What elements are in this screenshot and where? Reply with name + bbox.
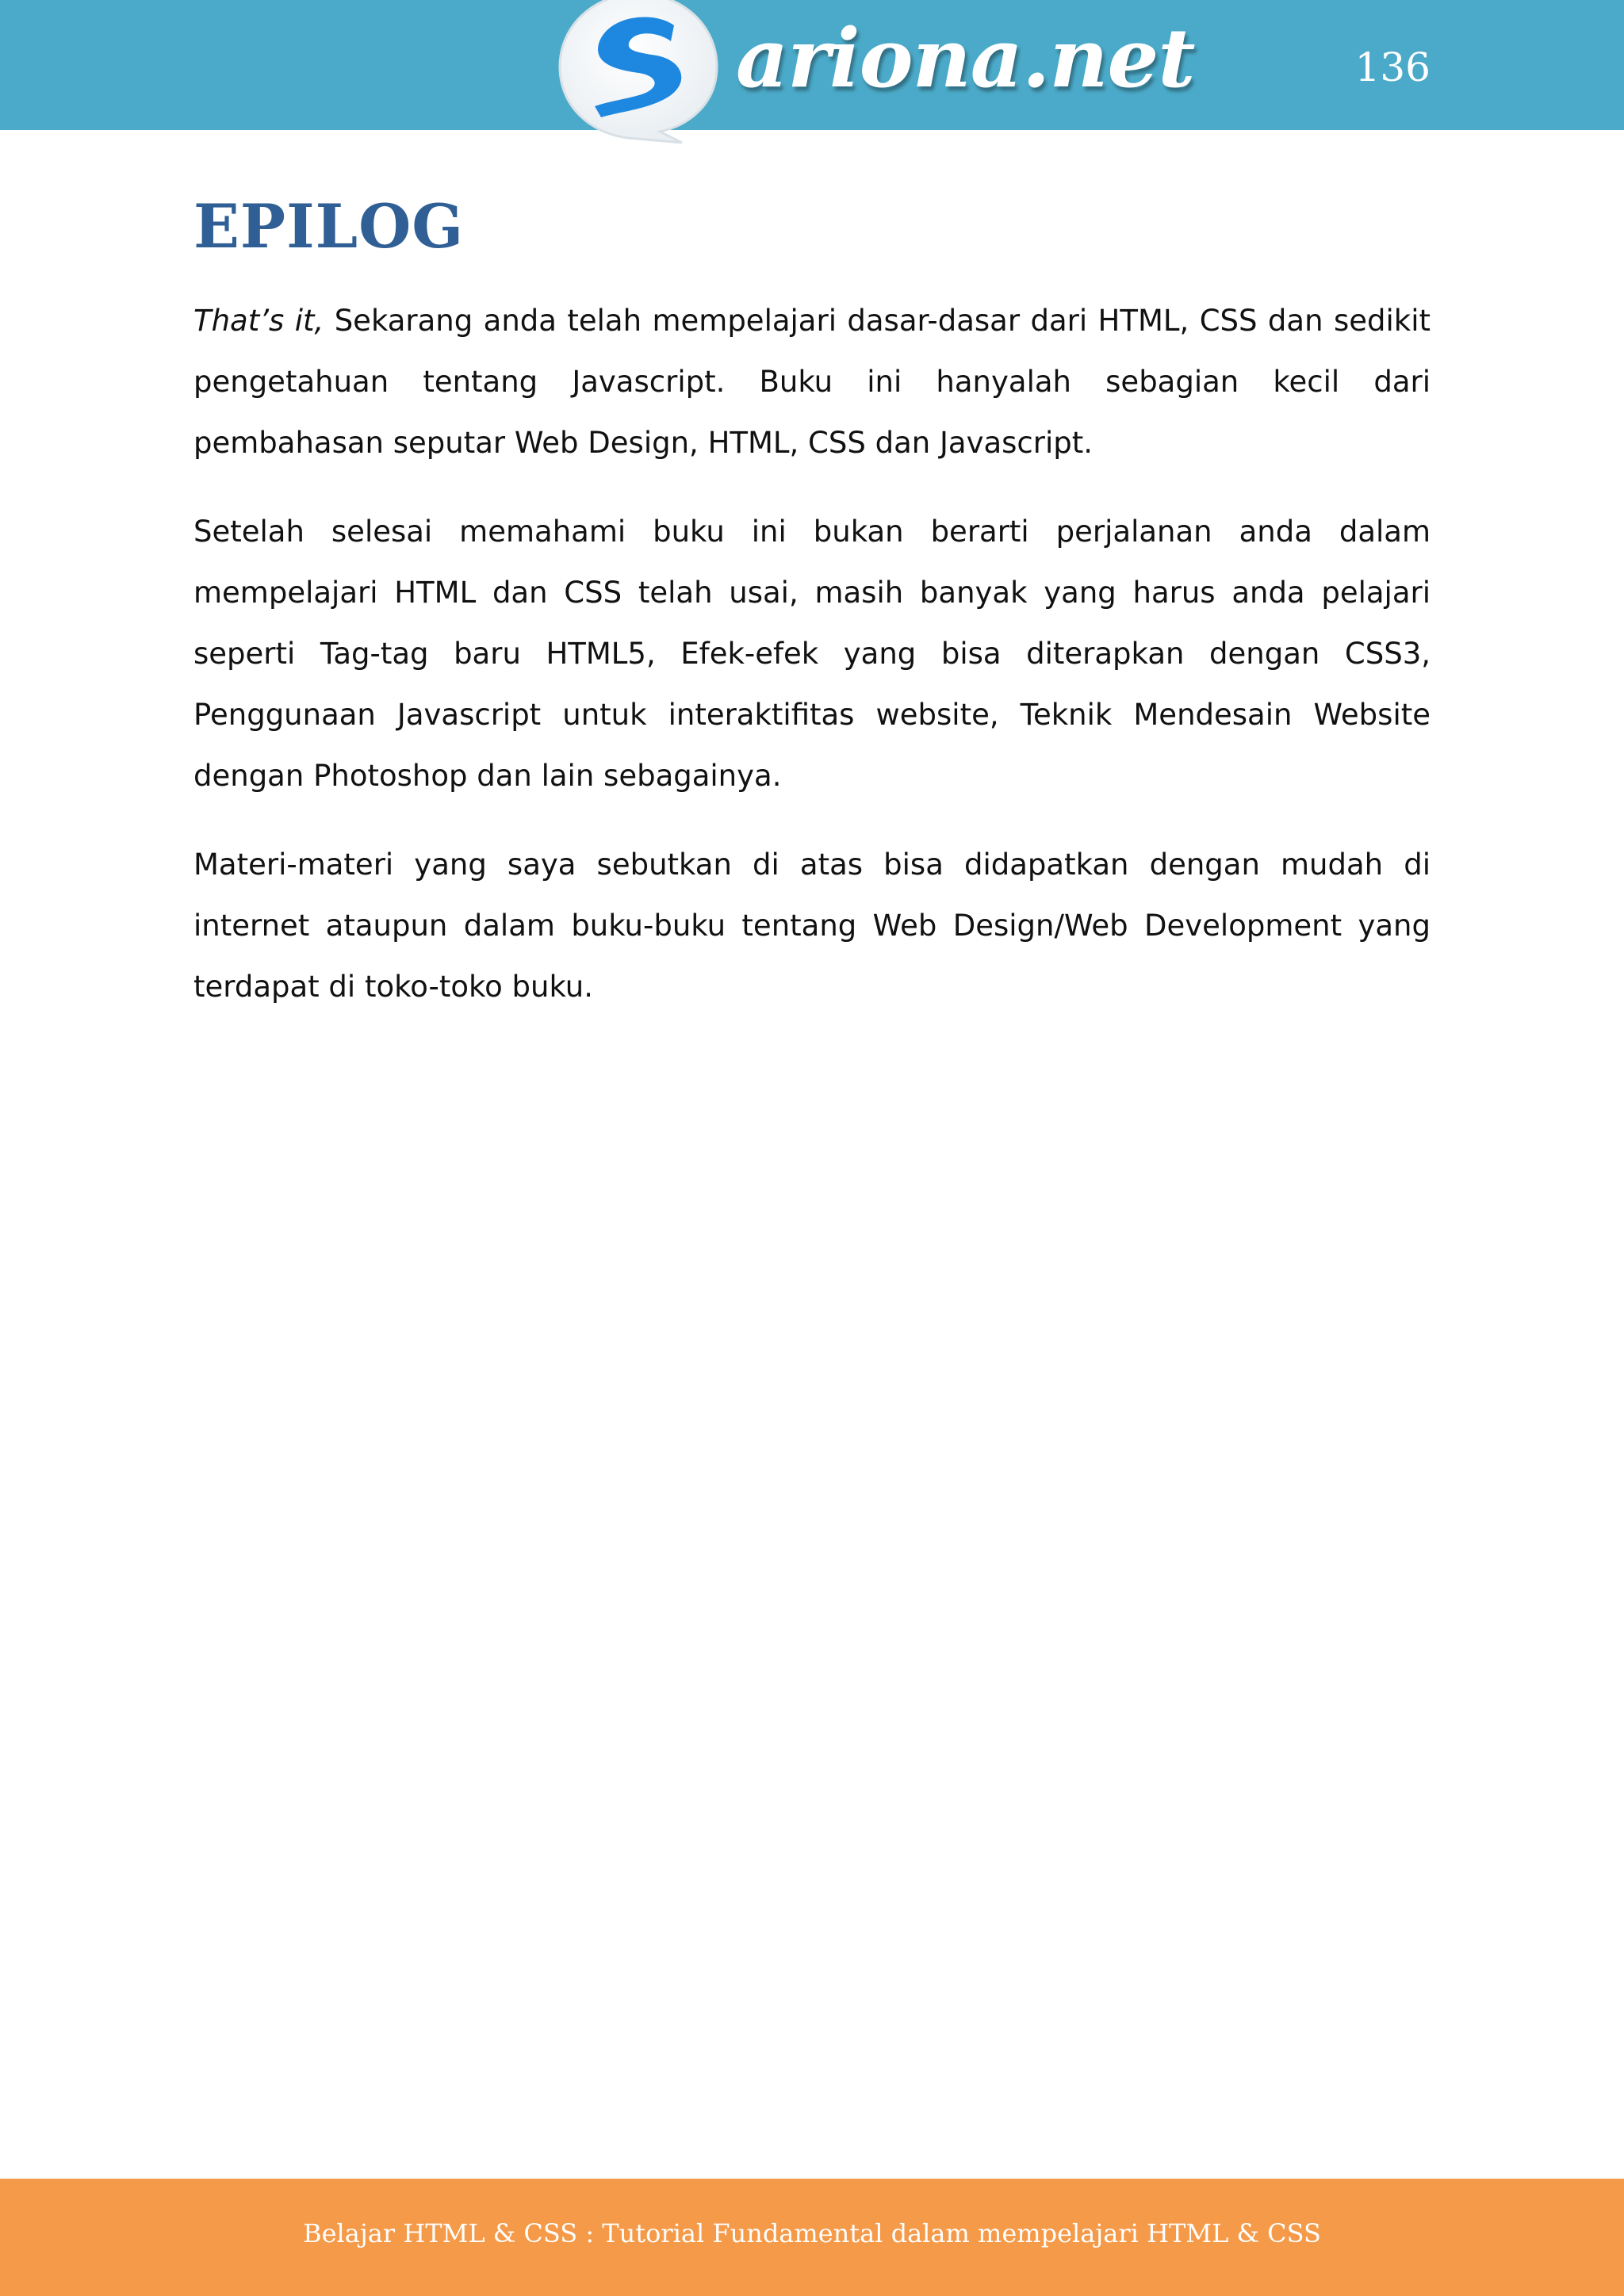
paragraph-2: Setelah selesai memahami buku ini bukan berarti perjalanan anda dalam mempelajari HTML dan CSS telah usai, masih banyak yang harus anda pelajari seperti Tag-tag baru HTML5, Efek-efek yang bisa diterapkan dengan CSS3, Penggunaan Javascript untuk interaktifitas website, Teknik Mendesain Website dengan Photoshop dan lain sebagainya. — [193, 515, 1431, 793]
page-content — [193, 191, 1431, 1017]
brand-wordmark: ariona.net — [736, 11, 1195, 106]
chat-bubble-s-logo-icon — [555, 0, 722, 146]
page-title: EPILOG — [193, 191, 465, 262]
paragraph-3: Materi-materi yang saya sebutkan di atas bisa didapatkan dengan mudah di internet ataupun dalam buku-buku tentang Web Design/Web Development yang terdapat di toko-toko buku. — [193, 848, 1431, 1004]
paragraph-intro-italic: That’s it, — [193, 304, 324, 338]
page-number: 136 — [1354, 44, 1431, 90]
footer-caption: Belajar HTML & CSS : Tutorial Fundamental dalam mempelajari HTML & CSS — [303, 2218, 1321, 2248]
paragraph-1 — [193, 290, 1431, 473]
site-logo — [555, 0, 1195, 147]
paragraph-1-text: Sekarang anda telah mempelajari dasar-dasar dari HTML, CSS dan sedikit pengetahuan tentang Javascript. Buku ini hanyalah sebagian kecil dari pembahasan seputar Web Design, HTML, CSS dan Javascript. — [193, 304, 1431, 460]
